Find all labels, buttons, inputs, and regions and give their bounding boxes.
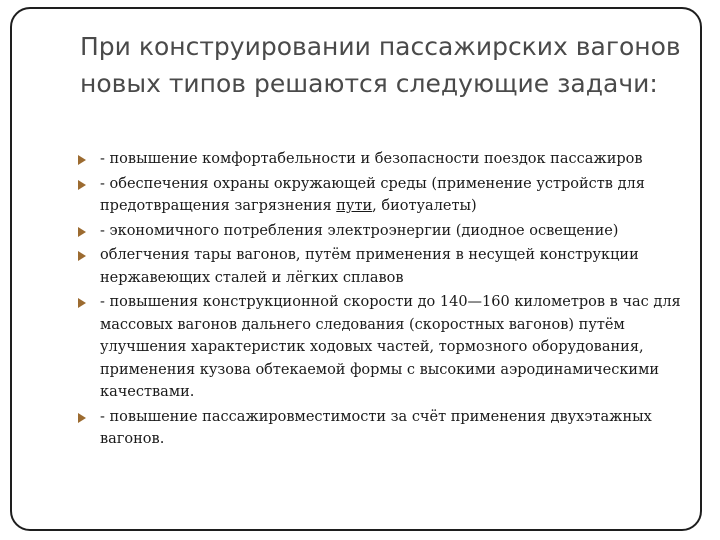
bullet-arrow-icon	[78, 155, 86, 165]
bullet-text-part: , биотуалеты)	[372, 198, 477, 214]
list-item	[78, 291, 688, 404]
list-item	[78, 220, 688, 243]
bullet-list	[78, 148, 688, 453]
bullet-text: - повышения конструкционной скорости до 140—160 километров в час для массовых вагонов дальнего следования (скоростных вагонов) путём улучшения характеристик ходовых частей, тормозного оборудования, применения кузова обтекаемой формы с высокими аэродинамическими качествами.	[100, 294, 681, 400]
list-item	[78, 244, 688, 289]
underlined-word: пути	[336, 198, 373, 214]
list-item	[78, 148, 688, 171]
bullet-arrow-icon	[78, 180, 86, 190]
bullet-text: - экономичного потребления электроэнергии (диодное освещение)	[100, 222, 619, 239]
bullet-text	[100, 176, 645, 215]
bullet-arrow-icon	[78, 227, 86, 237]
bullet-arrow-icon	[78, 413, 86, 423]
bullet-arrow-icon	[78, 298, 86, 308]
bullet-text: - повышение пассажировместимости за счёт применения двухэтажных вагонов.	[100, 408, 652, 447]
bullet-arrow-icon	[78, 251, 86, 261]
bullet-text: облегчения тары вагонов, путём применения в несущей конструкции нержавеющих сталей и лёгких сплавов	[100, 247, 639, 286]
slide-title: При конструировании пассажирских вагонов новых типов решаются следующие задачи:	[80, 32, 681, 98]
bullet-text-part: - обеспечения охраны окружающей среды (применение устройств для предотвращения загрязнения	[100, 175, 645, 214]
bullet-text: - повышение комфортабельности и безопасности поездок пассажиров	[100, 151, 643, 167]
list-item	[78, 406, 688, 451]
list-item	[78, 173, 688, 218]
